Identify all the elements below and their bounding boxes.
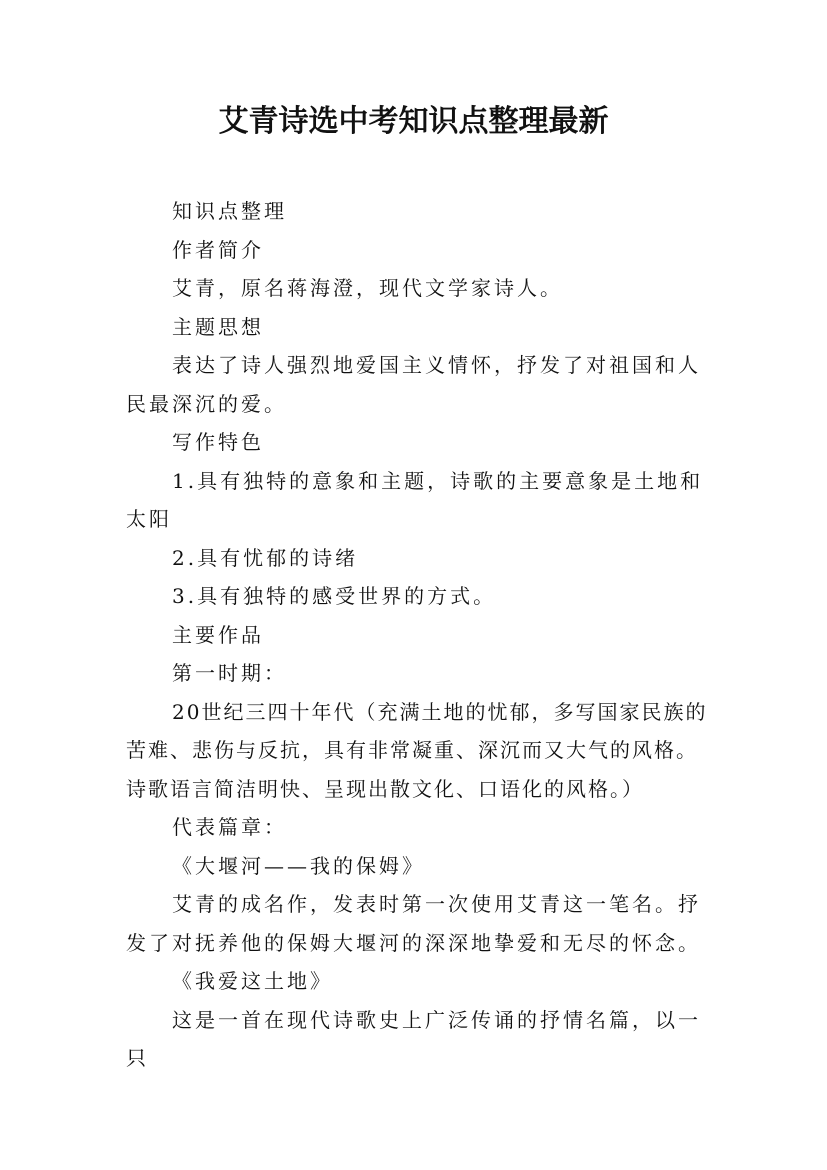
paragraph-15: 艾青的成名作，发表时第一次使用艾青这一笔名。抒发了对抚养他的保姆大堰河的深深地挚爱和无尽的怀念。: [126, 892, 701, 955]
document-body: [126, 192, 710, 1078]
paragraph-4: 主题思想: [172, 314, 264, 339]
paragraph-12: 20世纪三四十年代（充满土地的忧郁，多写国家民族的苦难、悲伤与反抗，具有非常凝重、深沉而又大气的风格。诗歌语言简洁明快、呈现出散文化、口语化的风格。）: [126, 699, 708, 801]
paragraph-8: 2.具有忧郁的诗绪: [172, 545, 359, 570]
paragraph-7: 1.具有独特的意象和主题，诗歌的主要意象是土地和太阳: [126, 468, 704, 531]
paragraph-6: 写作特色: [172, 430, 264, 454]
paragraph-5: 表达了诗人强烈地爱国主义情怀，抒发了对祖国和人民最深沉的爱。: [126, 353, 701, 416]
paragraph-10: 主要作品: [172, 622, 264, 647]
paragraph-16: 《我爱这土地》: [172, 969, 333, 993]
paragraph-17: 这是一首在现代诗歌史上广泛传诵的抒情名篇，以一只: [126, 1007, 701, 1070]
paragraph-1: 知识点整理: [172, 199, 287, 223]
paragraph-9: 3.具有独特的感受世界的方式。: [172, 584, 497, 608]
paragraph-14: 《大堰河——我的保姆》: [172, 853, 425, 878]
paragraph-2: 作者简介: [172, 237, 264, 262]
paragraph-13: 代表篇章：: [172, 815, 287, 839]
document-title: 艾青诗选中考知识点整理最新: [218, 104, 609, 139]
paragraph-11: 第一时期：: [172, 661, 287, 685]
paragraph-3: 艾青，原名蒋海澄，现代文学家诗人。: [172, 276, 563, 300]
